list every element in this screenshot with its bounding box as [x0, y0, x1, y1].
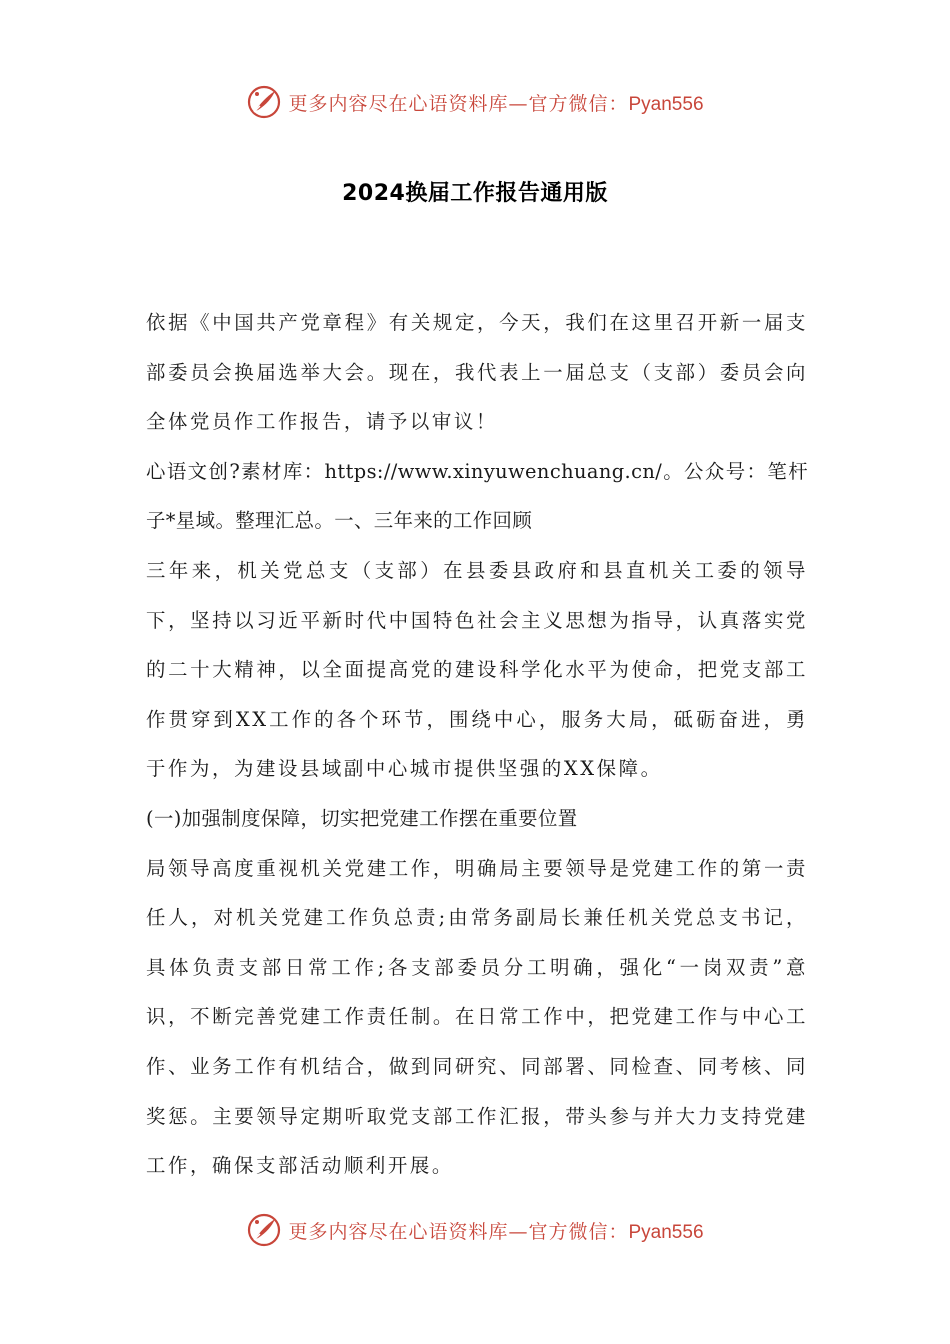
watermark-dash: —	[508, 1220, 529, 1243]
paragraph-system-guarantee: 局领导高度重视机关党建工作，明确局主要领导是党建工作的第一责任人，对机关党建工作负总责;由常务副局长兼任机关党总支书记，具体负责支部日常工作;各支部委员分工明确，强化“一岗双责”意识，不断完善党建工作责任制。在日常工作中，把党建工作与中心工作、业务工作有机结合，做到同研究、同部署、同检查、同考核、同奖惩。主要领导定期听取党支部工作汇报，带头参与并大力支持党建工作，确保支部活动顺利开展。	[146, 856, 808, 1178]
document-title: 2024换届工作报告通用版	[342, 181, 608, 206]
document-body	[146, 298, 808, 1191]
quill-pen-logo-icon	[246, 84, 282, 120]
paragraph-source-note: 心语文创?素材库：https://www.xinyuwenchuang.cn/。公众号：笔杆子*星域。整理汇总。一、三年来的工作回顾	[146, 459, 808, 533]
footer-watermark-banner	[0, 1208, 950, 1252]
watermark-official-text: 官方微信：	[528, 92, 629, 115]
quill-pen-logo-icon	[246, 1212, 282, 1248]
watermark-library-text: 更多内容尽在心语资料库	[288, 1220, 509, 1243]
watermark-text	[288, 1217, 703, 1244]
watermark-wechat-id: Pyan556	[628, 1221, 704, 1243]
watermark-wechat-id: Pyan556	[628, 93, 704, 115]
watermark-official-text: 官方微信：	[528, 1220, 629, 1243]
watermark-library-text: 更多内容尽在心语资料库	[288, 92, 509, 115]
watermark-dash: —	[508, 92, 529, 115]
paragraph-review: 三年来，机关党总支（支部）在县委县政府和县直机关工委的领导下，坚持以习近平新时代中国特色社会主义思想为指导，认真落实党的二十大精神，以全面提高党的建设科学化水平为使命，把党支部工作贯穿到XX工作的各个环节，围绕中心，服务大局，砥砺奋进，勇于作为，为建设县域副中心城市提供坚强的XX保障。	[146, 558, 808, 781]
paragraph-intro: 依据《中国共产党章程》有关规定，今天，我们在这里召开新一届支部委员会换届选举大会。现在，我代表上一届总支（支部）委员会向全体党员作工作报告，请予以审议！	[146, 311, 808, 434]
watermark-text	[288, 89, 703, 116]
section-heading-1: (一)加强制度保障，切实把党建工作摆在重要位置	[146, 806, 578, 830]
header-watermark-banner	[0, 80, 950, 124]
